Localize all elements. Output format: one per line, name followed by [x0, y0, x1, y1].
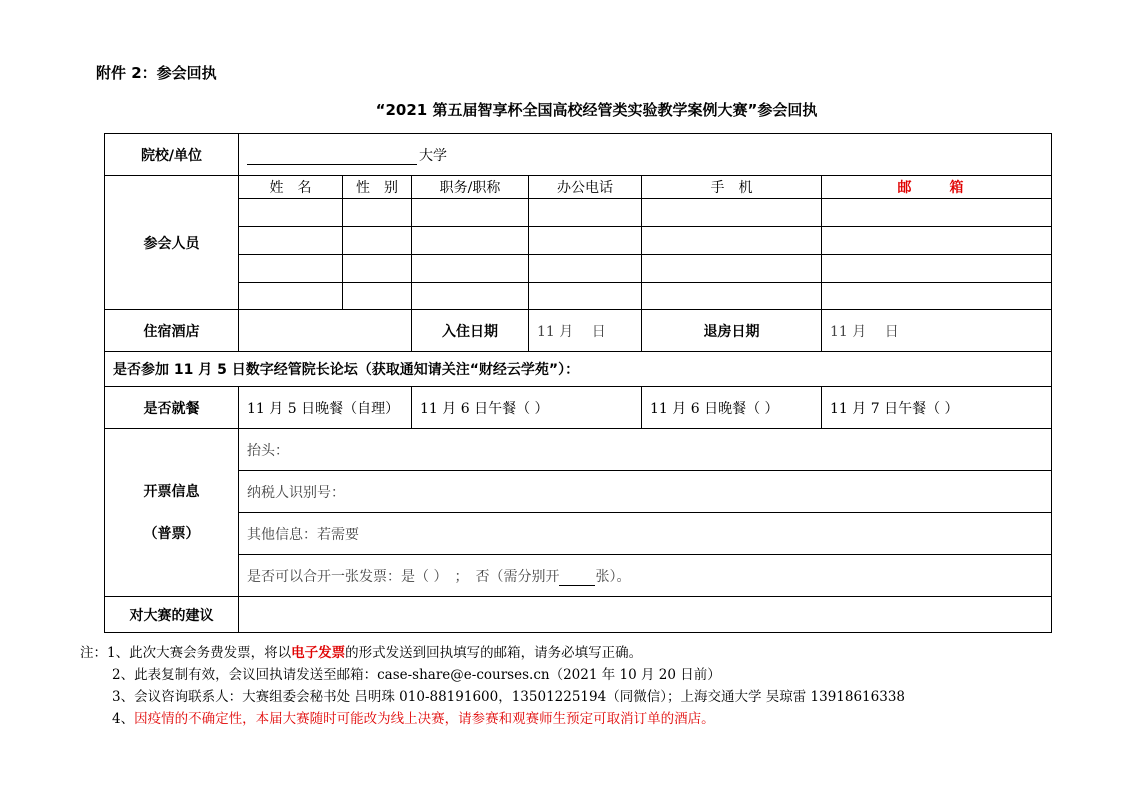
attendee-header-row: [105, 176, 1052, 199]
attendee-office-phone-cell[interactable]: [529, 199, 642, 227]
invoice-label-cell: [105, 429, 239, 597]
forum-question[interactable]: 是否参加 11 月 5 日数字经管院长论坛（获取通知请关注“财经云学苑”）：: [105, 352, 1052, 387]
col-title-header: 职务/职称: [412, 176, 529, 199]
checkin-date-field[interactable]: 11 月 日: [529, 310, 642, 352]
note-1-suffix: 的形式发送到回执填写的邮箱，请务必填写正确。: [345, 645, 643, 661]
suggestions-label: 对大赛的建议: [105, 597, 239, 633]
checkin-label: 入住日期: [412, 310, 529, 352]
checkout-label: 退房日期: [642, 310, 822, 352]
hotel-row: [105, 310, 1052, 352]
note-1-highlight: 电子发票: [291, 645, 346, 661]
invoice-merge-field[interactable]: [239, 555, 1052, 597]
attendee-office-phone-cell[interactable]: [529, 283, 642, 310]
meal-option-3[interactable]: 11 月 6 日晚餐（ ）: [642, 387, 822, 429]
attendee-mobile-cell[interactable]: [642, 199, 822, 227]
invoice-label: 开票信息: [143, 483, 200, 500]
attendee-mobile-cell[interactable]: [642, 255, 822, 283]
meal-option-2[interactable]: 11 月 6 日午餐（ ）: [412, 387, 642, 429]
attendee-row: [105, 255, 1052, 283]
note-4-number: 4、: [112, 711, 135, 727]
attendee-name-cell[interactable]: [239, 255, 343, 283]
invoice-taxid-field[interactable]: 纳税人识别号：: [239, 471, 1052, 513]
registration-form-table: [104, 133, 1052, 633]
attendee-email-cell[interactable]: [822, 255, 1052, 283]
attendee-gender-cell[interactable]: [343, 227, 412, 255]
meal-option-4[interactable]: 11 月 7 日午餐（ ）: [822, 387, 1052, 429]
col-mobile-header: 手 机: [642, 176, 822, 199]
meal-option-1[interactable]: 11 月 5 日晚餐（自理）: [239, 387, 412, 429]
suggestions-row: [105, 597, 1052, 633]
invoice-header-field[interactable]: 抬头：: [239, 429, 1052, 471]
hotel-field[interactable]: [239, 310, 412, 352]
note-4: [80, 708, 905, 730]
note-1-prefix: 注：1、此次大赛会务费发票，将以: [80, 645, 292, 661]
forum-row: [105, 352, 1052, 387]
note-3: [80, 686, 905, 708]
invoice-count-blank: [559, 571, 595, 586]
invoice-taxid-row: [105, 471, 1052, 513]
attendee-mobile-cell[interactable]: [642, 283, 822, 310]
col-gender-header: 性 别: [343, 176, 412, 199]
note-2-text: 2、此表复制有效，会议回执请发送至邮箱：case-share@e-courses.cn（2021 年 10 月 20 日前）: [112, 667, 721, 683]
invoice-merge-text-b: 张）。: [595, 568, 631, 585]
attendee-gender-cell[interactable]: [343, 199, 412, 227]
attendee-title-cell[interactable]: [412, 255, 529, 283]
attendees-label: 参会人员: [105, 176, 239, 310]
attendee-name-cell[interactable]: [239, 283, 343, 310]
invoice-sublabel: （普票）: [143, 525, 200, 542]
meals-row: [105, 387, 1052, 429]
attendee-row: [105, 227, 1052, 255]
note-1: [80, 642, 905, 664]
attendee-gender-cell[interactable]: [343, 255, 412, 283]
attendee-email-cell[interactable]: [822, 283, 1052, 310]
attendee-office-phone-cell[interactable]: [529, 255, 642, 283]
attachment-label: 附件 2：参会回执: [96, 64, 217, 82]
school-row: [105, 134, 1052, 176]
col-email-header: 邮 箱: [822, 176, 1052, 199]
note-3-text: 3、会议咨询联系人：大赛组委会秘书处 吕明珠 010-88191600，13501225194（同微信）；上海交通大学 吴琼雷 13918616338: [112, 689, 906, 705]
invoice-other-row: [105, 513, 1052, 555]
note-4-text: 因疫情的不确定性，本届大赛随时可能改为线上决赛，请参赛和观赛师生预定可取消订单的酒店。: [134, 711, 715, 727]
attendee-office-phone-cell[interactable]: [529, 227, 642, 255]
school-field[interactable]: [239, 134, 1052, 176]
invoice-merge-row: [105, 555, 1052, 597]
attendee-title-cell[interactable]: [412, 199, 529, 227]
invoice-title-row: [105, 429, 1052, 471]
checkout-date-field[interactable]: 11 月 日: [822, 310, 1052, 352]
attendee-mobile-cell[interactable]: [642, 227, 822, 255]
school-suffix: 大学: [419, 147, 447, 164]
attendee-email-cell[interactable]: [822, 199, 1052, 227]
invoice-merge-text-a: 是否可以合开一张发票：是（ ） ； 否（需分别开: [247, 568, 560, 585]
attendee-name-cell[interactable]: [239, 227, 343, 255]
note-2: [80, 664, 905, 686]
notes-section: [80, 642, 905, 730]
attendee-name-cell[interactable]: [239, 199, 343, 227]
suggestions-field[interactable]: [239, 597, 1052, 633]
col-office-phone-header: 办公电话: [529, 176, 642, 199]
school-blank: [247, 150, 417, 165]
page-title: “2021 第五届智享杯全国高校经管类实验教学案例大赛”参会回执: [375, 101, 818, 119]
meals-label: 是否就餐: [105, 387, 239, 429]
attendee-row: [105, 199, 1052, 227]
col-name-header: 姓 名: [239, 176, 343, 199]
attendee-gender-cell[interactable]: [343, 283, 412, 310]
invoice-other-field[interactable]: 其他信息：若需要: [239, 513, 1052, 555]
attendee-email-cell[interactable]: [822, 227, 1052, 255]
attendee-title-cell[interactable]: [412, 283, 529, 310]
hotel-label: 住宿酒店: [105, 310, 239, 352]
attendee-row: [105, 283, 1052, 310]
school-label: 院校/单位: [105, 134, 239, 176]
attendee-title-cell[interactable]: [412, 227, 529, 255]
